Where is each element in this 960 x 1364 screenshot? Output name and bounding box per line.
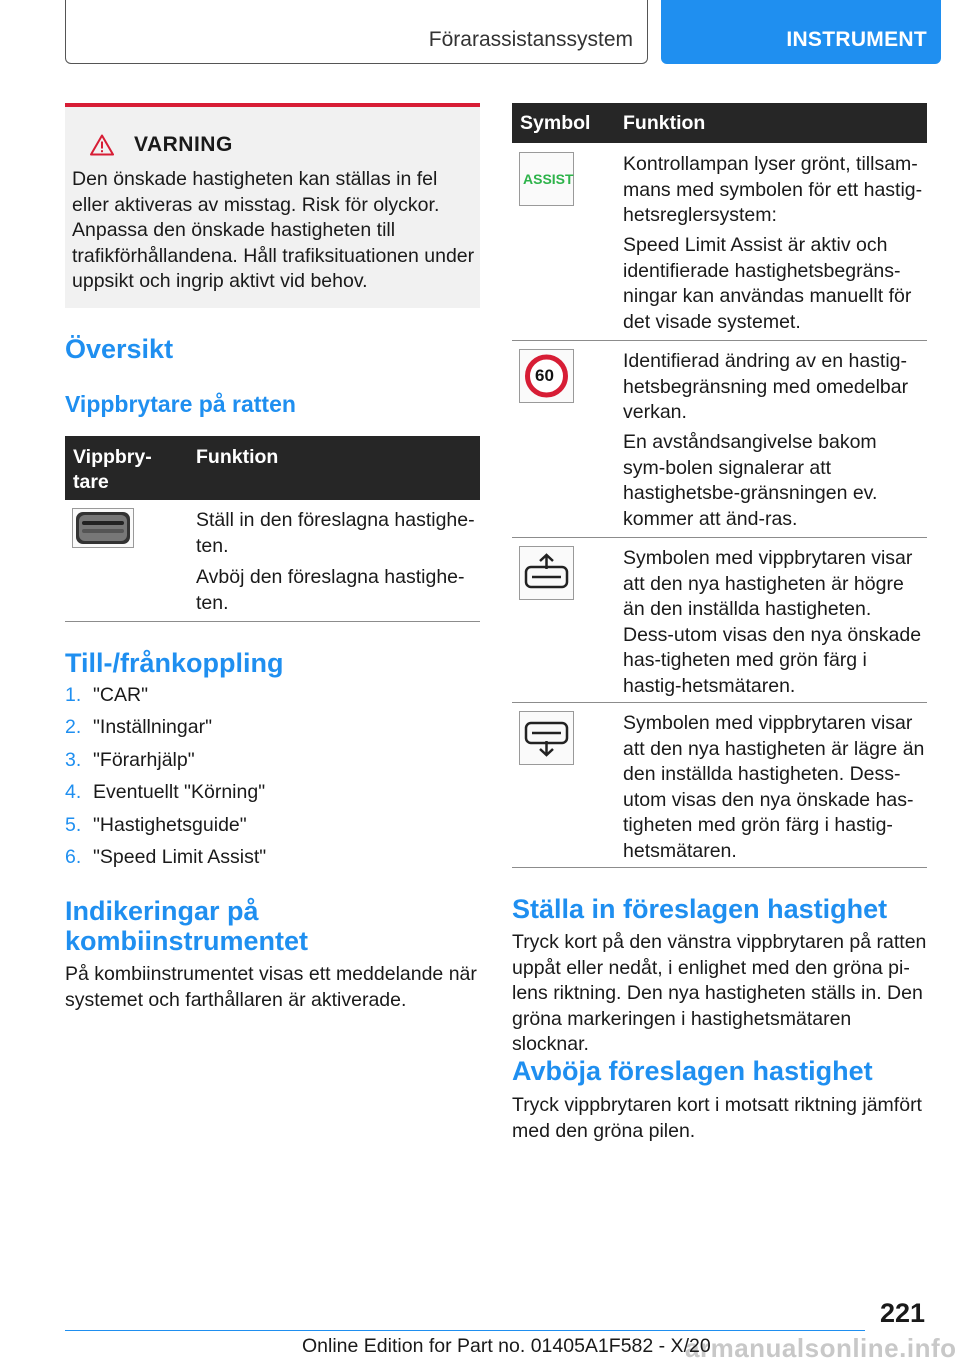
header-chapter-tab xyxy=(661,0,941,64)
symbol-row1-text1: Kontrollampan lyser grönt, tillsam-mans med symbolen för ett hastig-hetsreglersystem: xyxy=(623,153,923,227)
symbol-table-divider xyxy=(512,702,927,703)
indicators-title-line2: kombiinstrumentet xyxy=(65,926,309,956)
symbol-row2-text1: Identifierad ändring av en hastig-hetsbegränsning med omedelbar verkan. xyxy=(623,350,909,424)
symbol-table-col2: Funktion xyxy=(623,112,706,134)
header-section-tab xyxy=(65,0,648,64)
rocker-down-icon xyxy=(519,711,574,765)
rocker-switch-icon xyxy=(72,508,134,548)
warning-triangle-icon xyxy=(90,134,114,156)
indicators-title xyxy=(65,896,308,956)
header-chapter-title: INSTRUMENT xyxy=(786,28,927,51)
symbol-row3-text1: Symbolen med vippbrytaren visar att den nya hastigheten är högre än den inställda hastigheten. Dess-utom visas den nya önskade has-tigheten med grön färg i hastig-hetsmätaren. xyxy=(623,547,922,697)
list-item: 6. "Speed Limit Assist" xyxy=(65,845,267,868)
set-speed-title: Ställa in föreslagen hastighet xyxy=(512,894,888,924)
overview-subtitle: Vippbrytare på ratten xyxy=(65,391,296,417)
page-number: 221 xyxy=(879,1298,925,1328)
toggle-steps-list xyxy=(65,682,480,876)
toggle-title: Till-/frånkoppling xyxy=(65,648,284,678)
symbol-table-divider xyxy=(512,537,927,538)
overview-title: Översikt xyxy=(65,334,174,364)
assist-icon: ASSIST xyxy=(519,152,574,206)
speed-limit-sign-icon: 60 xyxy=(519,349,574,403)
rocker-table-divider xyxy=(65,621,480,622)
symbol-row1-text2: Speed Limit Assist är aktiv och identifierade hastighetsbegräns-ningar kan användas manuellt för det visade systemet. xyxy=(623,234,912,333)
list-item: 5. "Hastighetsguide" xyxy=(65,813,247,836)
set-speed-text: Tryck kort på den vänstra vippbrytaren på ratten uppåt eller nedåt, i enlighet med den gröna pi-lens riktning. Den nya hastigheten ställs in. Den gröna markeringen i hastighetsmätaren slocknar. xyxy=(512,931,927,1056)
indicators-title-line1: Indikeringar på xyxy=(65,896,259,926)
rocker-table-col2: Funktion xyxy=(196,446,279,468)
warning-box xyxy=(65,103,480,308)
rocker-up-icon xyxy=(519,546,574,600)
symbol-table-divider xyxy=(512,340,927,341)
warning-header xyxy=(90,133,233,157)
symbol-row4-text1: Symbolen med vippbrytaren visar att den nya hastigheten är lägre än den inställda hastigheten. Dess-utom visas den nya önskade has-tigheten med grön färg i hastig-hetsmätaren. xyxy=(623,712,925,862)
symbol-table-col1: Symbol xyxy=(520,112,591,134)
footer-divider xyxy=(65,1330,865,1331)
watermark: armanualsonline.info xyxy=(685,1333,957,1363)
reject-speed-text: Tryck vippbrytaren kort i motsatt riktning jämfört med den gröna pilen. xyxy=(512,1094,922,1142)
symbol-table-divider xyxy=(512,867,927,868)
list-item: 3. "Förarhjälp" xyxy=(65,748,195,771)
rocker-row-text-2: Avböj den föreslagna hastighe-ten. xyxy=(196,566,465,614)
warning-title: VARNING xyxy=(134,133,233,156)
reject-speed-title: Avböja föreslagen hastighet xyxy=(512,1056,873,1086)
symbol-table-header xyxy=(512,103,927,143)
rocker-table-header xyxy=(65,436,480,500)
footer-edition: Online Edition for Part no. 01405A1F582 - X/20 xyxy=(302,1335,711,1357)
rocker-table-col1: Vippbry-tare xyxy=(73,446,152,493)
rocker-row-text-1: Ställ in den föreslagna hastighe-ten. xyxy=(196,509,475,557)
list-item: 4. Eventuellt "Körning" xyxy=(65,781,266,804)
indicators-text: På kombiinstrumentet visas ett meddelande när systemet och farthållaren är aktiverade. xyxy=(65,963,477,1011)
symbol-row2-text2: En avståndsangivelse bakom sym-bolen signalerar att hastighetsbe-gränsningen ev. kommer att änd-ras. xyxy=(623,431,878,530)
list-item: 1. "CAR" xyxy=(65,684,149,706)
header-section-title: Förarassistanssystem xyxy=(428,28,633,51)
list-item: 2. "Inställningar" xyxy=(65,716,212,739)
warning-text: Den önskade hastigheten kan ställas in fel eller aktiveras av misstag. Risk för olyckor. Anpassa den önskade hastigheten till trafikförhållandena. Håll trafiksituationen under uppsikt och ingrip aktivt vid behov. xyxy=(72,168,475,293)
